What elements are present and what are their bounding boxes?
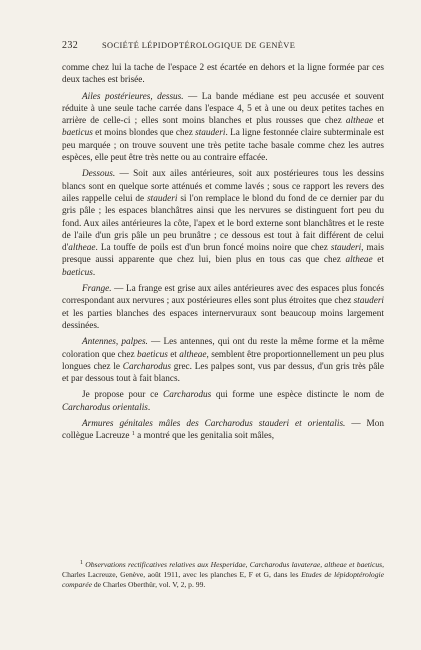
- text-run: et: [373, 116, 384, 127]
- paragraph-genitalia: [62, 418, 384, 443]
- text-run: — La bande médiane est peu accusée et souvent réduite à une seule tache carrée dans l'espace 4, 5 et à une ou deux petites taches en arrière de celle-ci ; elles sont moins blanches et plus rousses que chez: [62, 91, 384, 127]
- text-run: , semblent être proportionnellement un peu plus longues chez le: [62, 349, 384, 372]
- text-run: — Les antennes, qui ont du reste la même forme et la même coloration que chez: [62, 337, 384, 360]
- species-name: baeticus: [62, 128, 93, 139]
- species-name: altheae: [345, 255, 373, 266]
- text-run: — Mon collègue Lacreuze: [62, 419, 384, 442]
- species-name: stauderi: [353, 296, 384, 307]
- paragraph-fringe: [62, 283, 384, 332]
- species-name: altheae: [68, 243, 96, 254]
- text-run: et: [167, 349, 180, 360]
- text-run: de Charles Oberthür, vol. V, 2, p. 99.: [91, 580, 206, 589]
- footnote: [62, 560, 384, 590]
- text-run: et: [372, 255, 384, 266]
- text-run: . La ligne festonnée claire subterminale est peu marquée ; on trouve souvent une très petite tache basale comme chez les autres espèces, elle peut être très nette ou au contraire effacée.: [62, 128, 384, 164]
- species-name: stauderi: [147, 193, 178, 204]
- paragraph-antennae-palpi: [62, 336, 384, 385]
- text-run: — Soit aux ailes antérieures, soit aux postérieures tous les dessins blancs sont en quelque sorte atténués et comme lavés ; sous ce rapport les revers des ailes rappelle celui de: [62, 169, 384, 204]
- section-heading: Ailes postérieures, dessus.: [82, 91, 184, 102]
- text-run: et moins blondes que chez: [92, 128, 196, 139]
- footnote-marker[interactable]: 1: [131, 431, 135, 438]
- running-head: SOCIÉTÉ LÉPIDOPTÉROLOGIQUE DE GENÈVE: [102, 41, 296, 50]
- paragraph-continuation: [62, 62, 384, 87]
- species-name: baeticus: [62, 267, 93, 278]
- footnote-text: [62, 560, 384, 590]
- text-run: , mais presque aussi apparente que chez lui, bien plus en tous cas que chez: [62, 243, 384, 266]
- section-heading: Frange.: [82, 284, 112, 295]
- text-run: et les parties blanches des espaces internervuraux sont beaucoup moins largement dessinées.: [62, 308, 384, 331]
- text-run: . La touffe de poils est d'un brun foncé moins noire que chez: [95, 243, 331, 254]
- text-run: Je propose pour ce: [82, 390, 164, 401]
- text-run: a montré que les genitalia soit mâles,: [134, 431, 275, 442]
- species-name: stauderi: [330, 243, 362, 254]
- species-name: altheae: [345, 116, 374, 127]
- genus-name: Carcharodus: [122, 361, 171, 372]
- cited-title: Etudes de lépidoptérologie comparée: [62, 570, 385, 589]
- paragraph-hindwings-upperside: [62, 91, 384, 165]
- paragraph-proposal: [62, 389, 384, 414]
- text-run: .: [147, 402, 151, 413]
- text-run: qui forme une espèce distincte le nom de: [211, 390, 384, 401]
- body-text: [62, 62, 384, 447]
- paragraph-underside: [62, 168, 384, 279]
- text-run: — La frange est grise aux ailes antérieures avec des espaces plus foncés correspondant aux nervures ; aux postérieures elles sont plus étroites que chez: [62, 284, 384, 307]
- text-run: si l'on remplace le blond du fond de ce dernier par du gris pâle ; les espaces blanchâtres ainsi que les nervures se distinguent fort peu du fond. Aux ailes antérieures la côte, l'apex et le bord externe sont blanchâtres et le reste de l'aile d'un gris pâle un peu brunâtre ; ce dessous est tout à fait différent de celui d': [62, 193, 384, 254]
- section-heading: Armures génitales mâles des Carcharodus stauderi et orientalis.: [82, 419, 346, 430]
- section-heading: Antennes, palpes.: [82, 337, 148, 348]
- species-name: Carcharodus orientalis: [62, 402, 148, 413]
- footnote-number: 1: [80, 560, 83, 566]
- species-name: altheae: [179, 349, 207, 360]
- section-heading: Dessous.: [82, 169, 116, 180]
- page-number: 232: [62, 40, 79, 51]
- species-name: stauderi: [195, 128, 226, 139]
- species-name: baeticus: [136, 349, 168, 360]
- text-run: Charles Lacreuze, Genève, août 1911, avec les planches E, F et G, dans les: [62, 570, 302, 579]
- genus-name: Carcharodus: [163, 390, 212, 401]
- text-run: comme chez lui la tache de l'espace 2 est écartée en dehors et la ligne formée par ces deux taches est brisée.: [62, 63, 384, 86]
- text-run: grec. Les palpes sont, vus par dessus, d'un gris très pâle et par dessous tout à fait blancs.: [62, 361, 384, 385]
- cited-title: Observations rectificatives relatives aux Hesperidae, Carcharodus lavaterae, altheae et baeticus,: [83, 560, 384, 569]
- text-run: .: [92, 267, 96, 278]
- page-header: [62, 40, 384, 54]
